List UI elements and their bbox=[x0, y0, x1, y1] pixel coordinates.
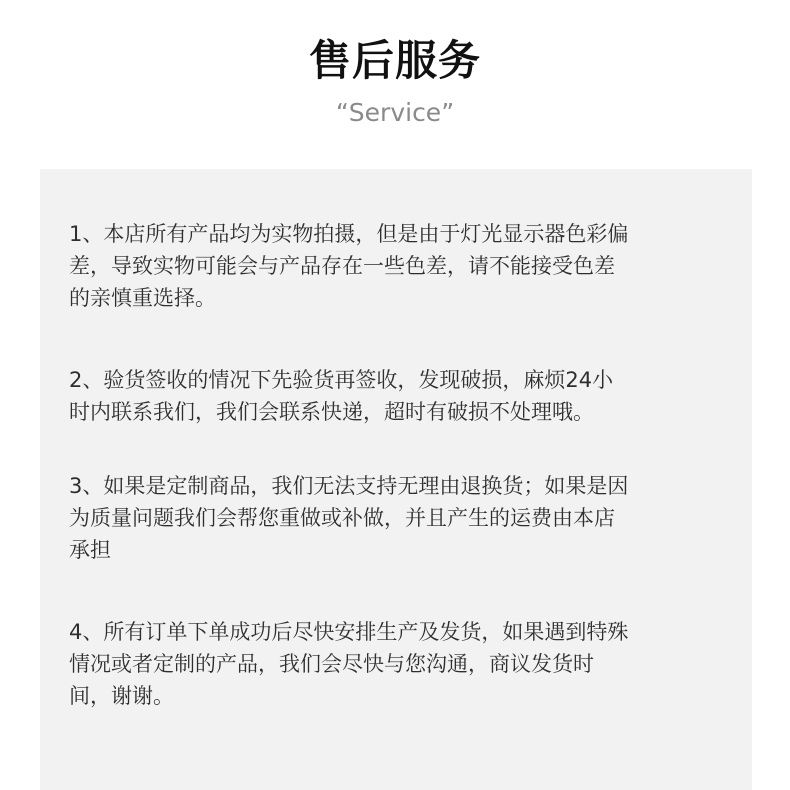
policy-item-1-line-2: 差，导致实物可能会与产品存在一些色差，请不能接受色差 bbox=[69, 254, 615, 278]
policy-item-3 bbox=[69, 470, 729, 566]
policy-item-1 bbox=[69, 218, 729, 314]
policy-item-4 bbox=[69, 616, 729, 712]
policy-item-4-line-3: 间，谢谢。 bbox=[69, 684, 174, 708]
page-subtitle: “Service” bbox=[335, 98, 455, 127]
page-title: 售后服务 bbox=[308, 36, 481, 85]
policy-item-3-line-2: 为质量问题我们会帮您重做或补做，并且产生的运费由本店 bbox=[69, 506, 615, 530]
policy-item-1-line-3: 的亲慎重选择。 bbox=[69, 286, 216, 310]
policy-item-3-line-1: 3、如果是定制商品，我们无法支持无理由退换货；如果是因 bbox=[69, 474, 629, 498]
policy-panel bbox=[40, 169, 752, 790]
policy-item-2 bbox=[69, 364, 729, 428]
policy-item-2-line-2: 时内联系我们，我们会联系快递，超时有破损不处理哦。 bbox=[69, 400, 594, 424]
policy-item-1-line-1: 1、本店所有产品均为实物拍摄，但是由于灯光显示器色彩偏 bbox=[69, 222, 629, 246]
policy-item-2-line-1: 2、验货签收的情况下先验货再签收，发现破损，麻烦24小 bbox=[69, 368, 614, 392]
policy-item-4-line-2: 情况或者定制的产品，我们会尽快与您沟通，商议发货时 bbox=[69, 652, 594, 676]
policy-item-4-line-1: 4、所有订单下单成功后尽快安排生产及发货，如果遇到特殊 bbox=[69, 620, 629, 644]
policy-item-3-line-3: 承担 bbox=[69, 538, 111, 562]
